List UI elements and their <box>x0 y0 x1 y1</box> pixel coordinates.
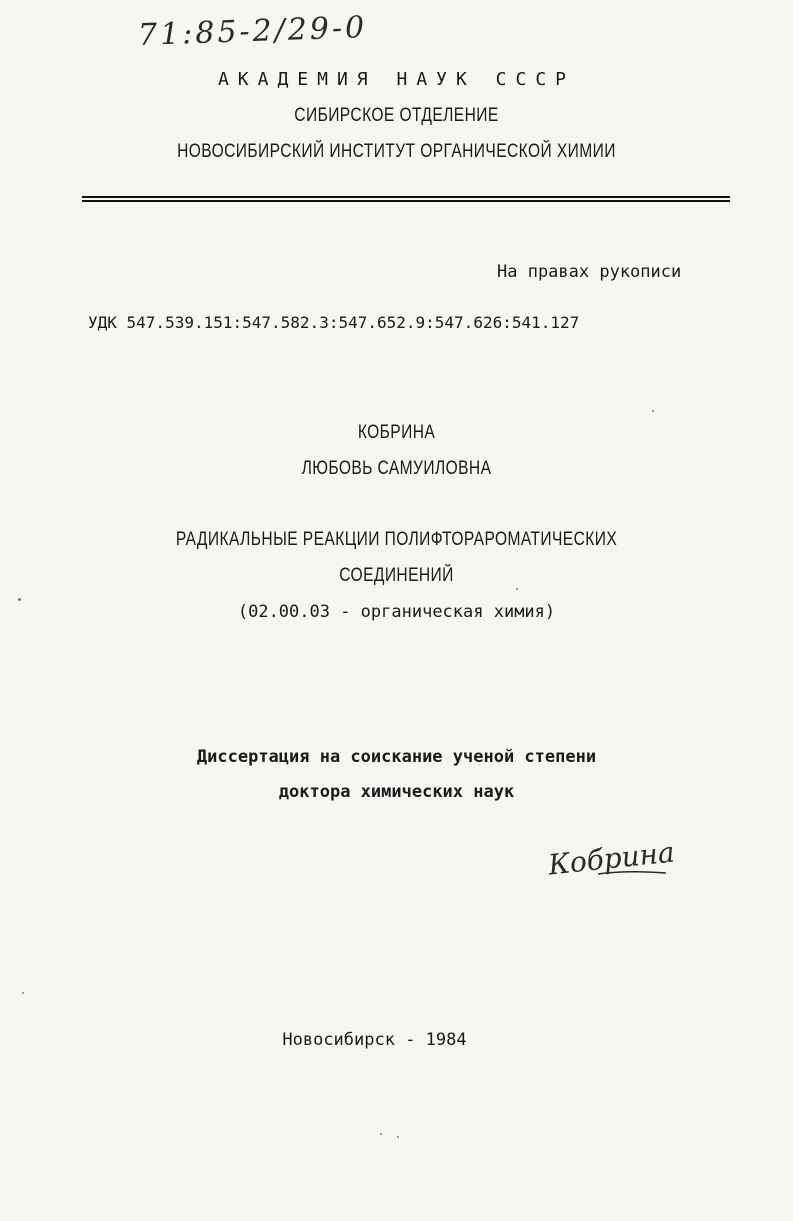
scan-speck <box>22 992 24 994</box>
specialty: (02.00.03 - органическая химия) <box>237 602 556 622</box>
rights-note: На правах рукописи <box>497 262 682 282</box>
header-rule-top <box>82 196 730 198</box>
title-line-2: СОЕДИНЕНИЙ <box>339 565 454 586</box>
scan-speck <box>652 410 654 412</box>
header-rule-bottom <box>82 200 730 202</box>
author-given-names: ЛЮБОВЬ САМУИЛОВНА <box>301 458 492 479</box>
signature-underline <box>596 868 668 878</box>
branch-name: СИБИРСКОЕ ОТДЕЛЕНИЕ <box>294 105 499 126</box>
institute-name: НОВОСИБИРСКИЙ ИНСТИТУТ ОРГАНИЧЕСКОЙ ХИМИИ <box>177 141 616 162</box>
author-surname: КОБРИНА <box>357 422 436 443</box>
archive-code-handwritten: 71:85-2/29-0 <box>137 10 368 53</box>
udk-code: УДК 547.539.151:547.582.3:547.652.9:547.626:541.127 <box>88 313 580 332</box>
scan-speck <box>18 598 21 601</box>
scan-speck <box>397 1136 399 1138</box>
academy-name: АКАДЕМИЯ НАУК СССР <box>217 69 576 90</box>
place-and-year: Новосибирск - 1984 <box>282 1030 467 1050</box>
scan-speck <box>380 1133 382 1135</box>
degree-line-2: доктора химических наук <box>278 782 515 802</box>
degree-line-1: Диссертация на соискание ученой степени <box>196 747 597 767</box>
scan-speck <box>516 588 518 590</box>
author-signature: Кобрина <box>546 835 677 882</box>
title-line-1: РАДИКАЛЬНЫЕ РЕАКЦИИ ПОЛИФТОРАРОМАТИЧЕСКИХ <box>175 529 618 550</box>
